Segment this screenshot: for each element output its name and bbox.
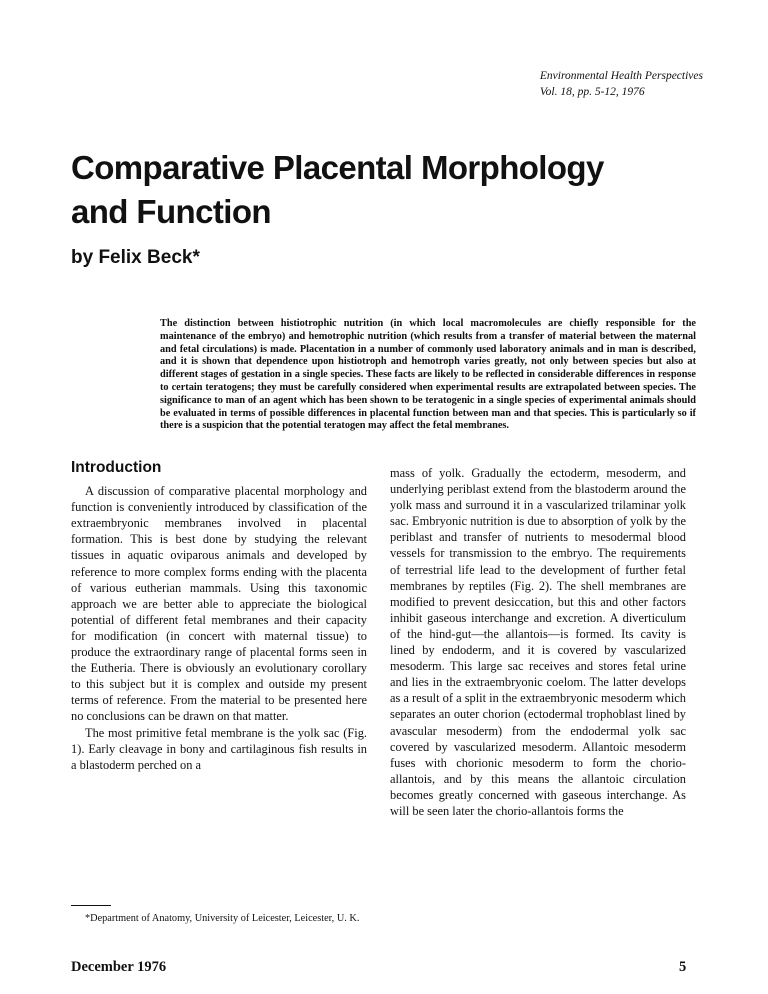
author-byline: by Felix Beck* bbox=[71, 247, 200, 268]
body-paragraph: mass of yolk. Gradually the ectoderm, mesoderm, and underlying periblast extend from the blastoderm around the yolk mass and surround it in a vascularized trilaminar yolk sac. Embryonic nutrition is due to absorption of yolk by the periblast and transfer of nutrients to mesodermal blood vessels for transmission to the embryo. The requirements of terrestrial life lead to the development of further fetal membranes by reptiles (Fig. 2). The shell membranes are modified to prevent desiccation, but this and other factors inhibit gaseous interchange and excretion. A diverticulum of the hind-gut—the allantois—is formed. Its cavity is lined by endoderm, and it is covered by vascularized mesoderm. This large sac receives and stores fetal urine and lies in the extraembryonic coelom. The latter develops as a result of a split in the extraembryonic mesoderm which separates an outer chorion (ectodermal trophoblast lined by avascular mesoderm) from the endodermal yolk sac covered by vascularized mesoderm. Allantoic mesoderm fuses with chorionic mesoderm to form the chorio-allantois, and by this means the allantoic circulation becomes greatly concerned with gaseous interchange. As will be seen later the chorio-allantois forms the bbox=[390, 466, 686, 818]
journal-citation bbox=[540, 68, 703, 100]
footnote-divider bbox=[71, 905, 111, 906]
article-title: Comparative Placental Morphology and Function bbox=[71, 149, 604, 230]
affiliation-footnote: *Department of Anatomy, University of Leicester, Leicester, U. K. bbox=[85, 913, 360, 924]
abstract: The distinction between histiotrophic nutrition (in which local macromolecules are chiefly responsible for the maintenance of the embryo) and hemotrophic nutrition (which results from a transfer of material between the maternal and fetal circulations) is made. Placentation in a number of commonly used laboratory animals and in man is described, and it is shown that dependence upon histiotroph and hemotroph varies greatly, not only between species but also at different stages of gestation in a single species. These facts are likely to be reflected in considerable differences in response to certain teratogens; they must be carefully considered when experimental results are extrapolated between species. The significance to man of an agent which has been shown to be teratogenic in a single species of experimental animals should be evaluated in terms of possible differences in placental function between man and that species. This is particularly so if there is a suspicion that the potential teratogen may affect the fetal membranes. bbox=[160, 318, 696, 432]
journal-volume: Vol. 18, pp. 5-12, 1976 bbox=[539, 86, 645, 98]
issue-date: December 1976 bbox=[71, 959, 167, 975]
section-heading: Introduction bbox=[71, 459, 162, 476]
left-column bbox=[71, 460, 367, 773]
journal-name: Environmental Health Perspectives bbox=[539, 70, 703, 82]
body-paragraph: A discussion of comparative placental morphology and function is conveniently introduced by classification of the extraembryonic membranes involved in placental formation. This is best done by studying the relevant tissues in aquatic oviparous animals and developed by reference to more complex forms ending with the placenta of various eutherian mammals. Using this taxonomic approach we are better able to appreciate the biological potential of different fetal membranes and their capacity for modification (in concert with maternal tissue) to produce the extraordinary range of placental forms seen in the Eutheria. There is obviously an evolutionary corollary to this subject but it is complex and outside my present terms of reference. From the material to be presented here no conclusions can be drawn on that matter. bbox=[71, 484, 367, 724]
page-number: 5 bbox=[679, 959, 687, 975]
right-column bbox=[390, 465, 686, 819]
body-paragraph: The most primitive fetal membrane is the yolk sac (Fig. 1). Early cleavage in bony and cartilaginous fish results in a blastoderm perched on a bbox=[71, 725, 367, 772]
